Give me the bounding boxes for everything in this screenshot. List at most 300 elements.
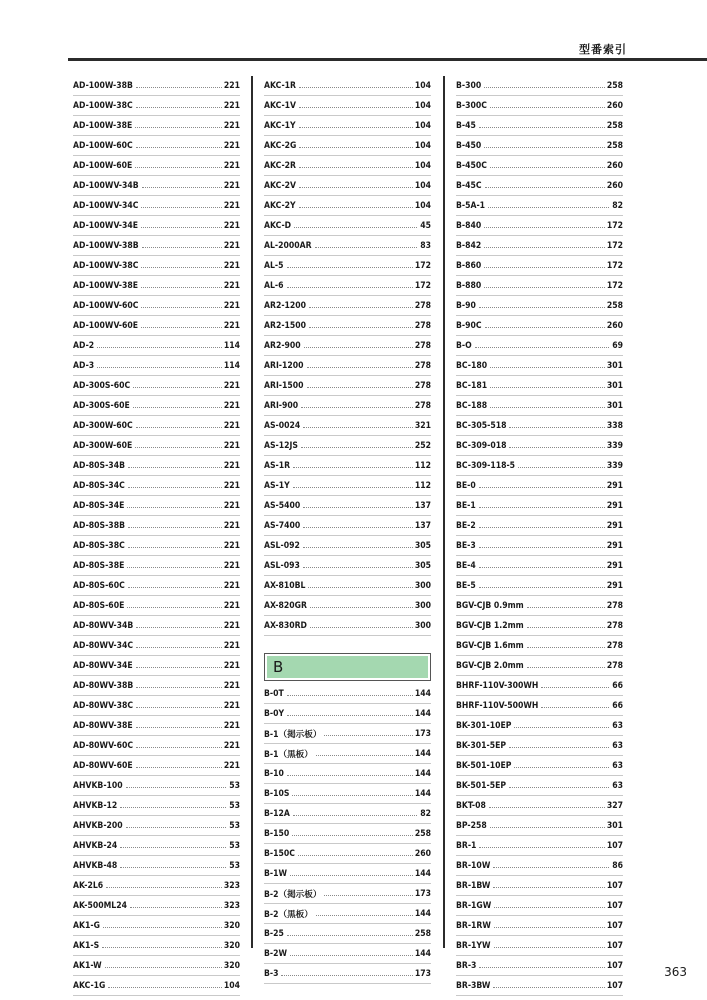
entry-model-number: B-10S (264, 788, 290, 799)
entry-model-number: ARI-1200 (264, 360, 304, 371)
index-entry (264, 744, 431, 764)
dot-leader (133, 407, 222, 408)
entry-model-number: AX-830RD (264, 620, 307, 631)
dot-leader (488, 207, 609, 208)
entry-page-number: 172 (606, 220, 623, 231)
entry-page-number: 82 (612, 200, 623, 211)
dot-leader (315, 247, 417, 248)
entry-model-number: B-90C (456, 320, 482, 331)
entry-page-number: 107 (606, 880, 623, 891)
index-entry (264, 96, 431, 116)
entry-page-number: 221 (223, 300, 240, 311)
entry-model-number: BGV-CJB 1.6mm (456, 640, 524, 651)
dot-leader (494, 907, 605, 908)
index-entry (456, 576, 623, 596)
dot-leader (128, 467, 222, 468)
entry-page-number: 172 (606, 260, 623, 271)
entry-model-number: B-150C (264, 848, 295, 859)
index-entry (73, 336, 240, 356)
dot-leader (141, 307, 221, 308)
index-entry (456, 236, 623, 256)
dot-leader (479, 967, 604, 968)
dot-leader (541, 707, 609, 708)
index-entry (456, 936, 623, 956)
dot-leader (299, 207, 413, 208)
entry-page-number: 305 (414, 540, 431, 551)
entry-model-number: BR-3BW (456, 980, 491, 991)
entry-model-number: AD-80S-34E (73, 500, 125, 511)
dot-leader (489, 807, 605, 808)
entry-model-number: B-12A (264, 808, 290, 819)
entry-page-number: 260 (606, 100, 623, 111)
entry-model-number: AKC-1Y (264, 120, 296, 131)
index-entry (73, 856, 240, 876)
dot-leader (128, 547, 222, 548)
dot-leader (518, 467, 605, 468)
entry-model-number: AD-80S-38C (73, 540, 125, 551)
index-entry (73, 916, 240, 936)
index-entry (73, 296, 240, 316)
entry-model-number: AL-5 (264, 260, 284, 271)
dot-leader (287, 287, 413, 288)
dot-leader (310, 627, 413, 628)
entry-model-number: AL-6 (264, 280, 284, 291)
dot-leader (509, 747, 609, 748)
dot-leader (141, 287, 222, 288)
entry-page-number: 320 (223, 940, 240, 951)
dot-leader (136, 727, 222, 728)
entry-model-number: AD-300W-60E (73, 440, 133, 451)
entry-model-number: AD-100WV-60E (73, 320, 139, 331)
dot-leader (490, 367, 605, 368)
index-entry (73, 76, 240, 96)
index-entry (264, 536, 431, 556)
dot-leader (309, 307, 413, 308)
entry-page-number: 221 (223, 260, 240, 271)
index-column-2 (264, 76, 431, 984)
entry-page-number: 339 (606, 460, 623, 471)
entry-model-number: BP-258 (456, 820, 487, 831)
index-entry (456, 76, 623, 96)
dot-leader (290, 955, 413, 956)
index-entry (73, 596, 240, 616)
index-entry (73, 256, 240, 276)
entry-page-number: 112 (414, 460, 431, 471)
index-entry (264, 616, 431, 636)
entry-page-number: 327 (606, 800, 623, 811)
dot-leader (136, 687, 222, 688)
entry-model-number: B-840 (456, 220, 482, 231)
entry-model-number: B-150 (264, 828, 290, 839)
entry-model-number: AK1-W (73, 960, 102, 971)
index-entry (264, 576, 431, 596)
entry-model-number: AKC-2R (264, 160, 297, 171)
index-entry (456, 596, 623, 616)
entry-model-number: BK-501-5EP (456, 780, 507, 791)
entry-page-number: 104 (414, 100, 431, 111)
entry-page-number: 107 (606, 920, 623, 931)
index-entry (456, 756, 623, 776)
entry-page-number: 66 (612, 680, 623, 691)
entry-model-number: AHVKB-100 (73, 780, 123, 791)
entry-model-number: B-0Y (264, 708, 285, 719)
entry-page-number: 104 (414, 180, 431, 191)
entry-page-number: 221 (223, 280, 240, 291)
entry-model-number: AK-2L6 (73, 880, 104, 891)
dot-leader (136, 107, 222, 108)
entry-model-number: AD-3 (73, 360, 95, 371)
index-entry (456, 676, 623, 696)
dot-leader (493, 987, 604, 988)
dot-leader (128, 527, 222, 528)
entry-page-number: 260 (606, 160, 623, 171)
entry-model-number: AS-1R (264, 460, 291, 471)
index-entry (73, 536, 240, 556)
entry-page-number: 221 (223, 440, 240, 451)
index-entry (73, 196, 240, 216)
dot-leader (290, 875, 413, 876)
entry-page-number: 173 (414, 728, 431, 739)
entry-model-number: AD-2 (73, 340, 95, 351)
entry-model-number: BK-301-10EP (456, 720, 512, 731)
entry-model-number: AD-100WV-38B (73, 240, 139, 251)
entry-model-number: AD-300S-60C (73, 380, 131, 391)
index-column-3 (456, 76, 623, 996)
index-entry (264, 276, 431, 296)
entry-page-number: 260 (606, 180, 623, 191)
entry-page-number: 260 (606, 320, 623, 331)
entry-page-number: 260 (414, 848, 431, 859)
dot-leader (135, 127, 222, 128)
entry-model-number: BR-1GW (456, 900, 492, 911)
entry-model-number: BE-3 (456, 540, 476, 551)
entry-model-number: B-5A-1 (456, 200, 486, 211)
dot-leader (287, 267, 413, 268)
index-entry (456, 856, 623, 876)
entry-model-number: B-25 (264, 928, 284, 939)
entry-model-number: AD-100W-38C (73, 100, 133, 111)
dot-leader (527, 627, 605, 628)
entry-page-number: 221 (223, 240, 240, 251)
dot-leader (479, 127, 605, 128)
dot-leader (301, 407, 413, 408)
dot-leader (479, 507, 605, 508)
index-entry (73, 396, 240, 416)
entry-page-number: 221 (223, 540, 240, 551)
index-entry (264, 236, 431, 256)
dot-leader (299, 147, 412, 148)
index-entry (264, 784, 431, 804)
dot-leader (141, 207, 221, 208)
dot-leader (324, 895, 412, 896)
entry-model-number: BE-2 (456, 520, 476, 531)
entry-page-number: 278 (606, 620, 623, 631)
dot-leader (97, 347, 222, 348)
dot-leader (479, 547, 605, 548)
index-entry (73, 416, 240, 436)
entry-page-number: 221 (223, 740, 240, 751)
entry-model-number: B-O (456, 340, 472, 351)
dot-leader (299, 87, 413, 88)
dot-leader (102, 947, 222, 948)
entry-page-number: 172 (414, 260, 431, 271)
entry-page-number: 45 (420, 220, 431, 231)
dot-leader (307, 367, 413, 368)
entry-model-number: AKC-2Y (264, 200, 296, 211)
index-entry (264, 944, 431, 964)
index-entry (264, 76, 431, 96)
dot-leader (514, 727, 609, 728)
dot-leader (105, 967, 222, 968)
dot-leader (136, 647, 222, 648)
entry-page-number: 172 (606, 280, 623, 291)
index-entry (73, 436, 240, 456)
dot-leader (126, 787, 226, 788)
entry-model-number: B-45C (456, 180, 482, 191)
entry-model-number: B-2W (264, 948, 288, 959)
entry-model-number: B-1（掲示板） (264, 729, 322, 740)
section-letter: B (267, 656, 428, 678)
entry-page-number: 107 (606, 900, 623, 911)
index-entry (264, 904, 431, 924)
entry-page-number: 66 (612, 700, 623, 711)
dot-leader (136, 427, 222, 428)
index-entry (73, 976, 240, 996)
index-entry (456, 496, 623, 516)
entry-model-number: BHRF-110V-300WH (456, 680, 539, 691)
entry-model-number: ASL-093 (264, 560, 300, 571)
index-entry (73, 636, 240, 656)
entry-model-number: AD-100W-60E (73, 160, 133, 171)
index-entry (264, 376, 431, 396)
entry-page-number: 221 (223, 620, 240, 631)
entry-page-number: 339 (606, 440, 623, 451)
dot-leader (97, 367, 222, 368)
index-entry (264, 396, 431, 416)
index-entry (73, 176, 240, 196)
index-entry (456, 296, 623, 316)
entry-model-number: AD-80WV-38B (73, 680, 134, 691)
index-entry (73, 376, 240, 396)
entry-model-number: ASL-092 (264, 540, 300, 551)
index-entry (456, 656, 623, 676)
entry-model-number: BE-0 (456, 480, 476, 491)
index-entry (73, 956, 240, 976)
entry-page-number: 300 (414, 580, 431, 591)
index-entry (264, 176, 431, 196)
index-entry (264, 596, 431, 616)
dot-leader (287, 935, 413, 936)
entry-model-number: BGV-CJB 1.2mm (456, 620, 524, 631)
entry-model-number: AX-810BL (264, 580, 306, 591)
entry-model-number: AD-80WV-34B (73, 620, 134, 631)
dot-leader (103, 927, 222, 928)
entry-model-number: B-880 (456, 280, 482, 291)
index-entry (264, 256, 431, 276)
entry-page-number: 221 (223, 760, 240, 771)
entry-model-number: AX-820GR (264, 600, 307, 611)
entry-model-number: B-3 (264, 968, 279, 979)
index-entry (264, 864, 431, 884)
index-entry (456, 716, 623, 736)
dot-leader (136, 707, 222, 708)
entry-page-number: 291 (606, 560, 623, 571)
entry-model-number: AD-80S-34C (73, 480, 125, 491)
dot-leader (479, 487, 605, 488)
index-entry (456, 956, 623, 976)
index-entry (456, 456, 623, 476)
dot-leader (308, 587, 412, 588)
dot-leader (485, 187, 605, 188)
index-entry (264, 456, 431, 476)
dot-leader (485, 327, 605, 328)
entry-page-number: 278 (606, 640, 623, 651)
entry-page-number: 144 (414, 788, 431, 799)
entry-model-number: B-1（黒板） (264, 749, 313, 760)
index-entry (264, 156, 431, 176)
index-entry (456, 216, 623, 236)
index-entry (456, 196, 623, 216)
entry-page-number: 104 (414, 200, 431, 211)
dot-leader (493, 887, 604, 888)
index-entry (456, 156, 623, 176)
entry-model-number: B-1W (264, 868, 288, 879)
dot-leader (281, 975, 412, 976)
entry-page-number: 221 (223, 140, 240, 151)
entry-model-number: AD-80WV-34C (73, 640, 134, 651)
dot-leader (142, 247, 222, 248)
dot-leader (484, 147, 605, 148)
entry-model-number: B-300 (456, 80, 482, 91)
entry-model-number: AD-100WV-38E (73, 280, 139, 291)
entry-model-number: BK-301-5EP (456, 740, 507, 751)
dot-leader (479, 307, 605, 308)
entry-page-number: 278 (606, 660, 623, 671)
dot-leader (136, 627, 222, 628)
index-entry (456, 356, 623, 376)
entry-model-number: AD-80S-38B (73, 520, 125, 531)
index-entry (264, 196, 431, 216)
index-entry (73, 896, 240, 916)
entry-page-number: 258 (606, 120, 623, 131)
index-entry (264, 416, 431, 436)
index-entry (264, 476, 431, 496)
index-entry (73, 216, 240, 236)
dot-leader (527, 607, 605, 608)
dot-leader (475, 347, 609, 348)
entry-page-number: 221 (223, 660, 240, 671)
entry-model-number: ARI-1500 (264, 380, 304, 391)
entry-page-number: 258 (606, 140, 623, 151)
entry-model-number: BHRF-110V-500WH (456, 700, 539, 711)
dot-leader (490, 167, 605, 168)
entry-model-number: AS-5400 (264, 500, 301, 511)
index-entry (264, 116, 431, 136)
entry-page-number: 144 (414, 908, 431, 919)
entry-model-number: AD-100W-38E (73, 120, 133, 131)
entry-model-number: AHVKB-24 (73, 840, 118, 851)
entry-page-number: 221 (223, 580, 240, 591)
index-entry (456, 176, 623, 196)
index-entry (456, 876, 623, 896)
dot-leader (292, 795, 412, 796)
entry-page-number: 107 (606, 940, 623, 951)
entry-page-number: 83 (420, 240, 431, 251)
entry-page-number: 221 (223, 480, 240, 491)
entry-page-number: 278 (414, 360, 431, 371)
dot-leader (303, 567, 413, 568)
entry-model-number: BK-501-10EP (456, 760, 512, 771)
entry-model-number: AKC-2G (264, 140, 297, 151)
entry-model-number: AD-100WV-60C (73, 300, 139, 311)
index-entry (73, 716, 240, 736)
dot-leader (108, 987, 221, 988)
dot-leader (298, 855, 413, 856)
entry-model-number: B-10 (264, 768, 284, 779)
entry-model-number: AD-80S-60C (73, 580, 125, 591)
dot-leader (136, 147, 222, 148)
dot-leader (120, 807, 226, 808)
dot-leader (293, 487, 413, 488)
entry-model-number: AD-100WV-38C (73, 260, 139, 271)
entry-model-number: AKC-1G (73, 980, 106, 991)
section-header (264, 653, 431, 681)
index-entry (456, 796, 623, 816)
entry-model-number: AD-300S-60E (73, 400, 130, 411)
entry-page-number: 301 (606, 360, 623, 371)
index-entry (73, 276, 240, 296)
index-entry (73, 796, 240, 816)
entry-page-number: 301 (606, 400, 623, 411)
entry-model-number: BE-4 (456, 560, 476, 571)
dot-leader (141, 227, 222, 228)
index-entry (264, 496, 431, 516)
dot-leader (303, 507, 413, 508)
dot-leader (294, 227, 417, 228)
entry-page-number: 300 (414, 600, 431, 611)
index-entry (73, 676, 240, 696)
index-entry (264, 804, 431, 824)
entry-page-number: 53 (229, 860, 240, 871)
entry-page-number: 278 (414, 300, 431, 311)
index-entry (73, 236, 240, 256)
dot-leader (133, 387, 222, 388)
dot-leader (287, 715, 413, 716)
entry-model-number: AD-80WV-34E (73, 660, 133, 671)
entry-page-number: 300 (414, 620, 431, 631)
entry-page-number: 107 (606, 960, 623, 971)
dot-leader (509, 447, 604, 448)
index-entry (73, 736, 240, 756)
entry-page-number: 144 (414, 688, 431, 699)
column-divider (443, 76, 445, 948)
entry-page-number: 86 (612, 860, 623, 871)
dot-leader (136, 767, 222, 768)
entry-model-number: AD-80WV-38E (73, 720, 133, 731)
header-rule (68, 58, 707, 61)
index-entry (264, 844, 431, 864)
dot-leader (141, 327, 222, 328)
index-entry (264, 556, 431, 576)
entry-model-number: B-450C (456, 160, 487, 171)
entry-page-number: 104 (414, 160, 431, 171)
entry-page-number: 104 (414, 120, 431, 131)
dot-leader (309, 327, 413, 328)
entry-page-number: 173 (414, 968, 431, 979)
entry-page-number: 53 (229, 800, 240, 811)
entry-model-number: B-300C (456, 100, 487, 111)
entry-page-number: 278 (414, 320, 431, 331)
